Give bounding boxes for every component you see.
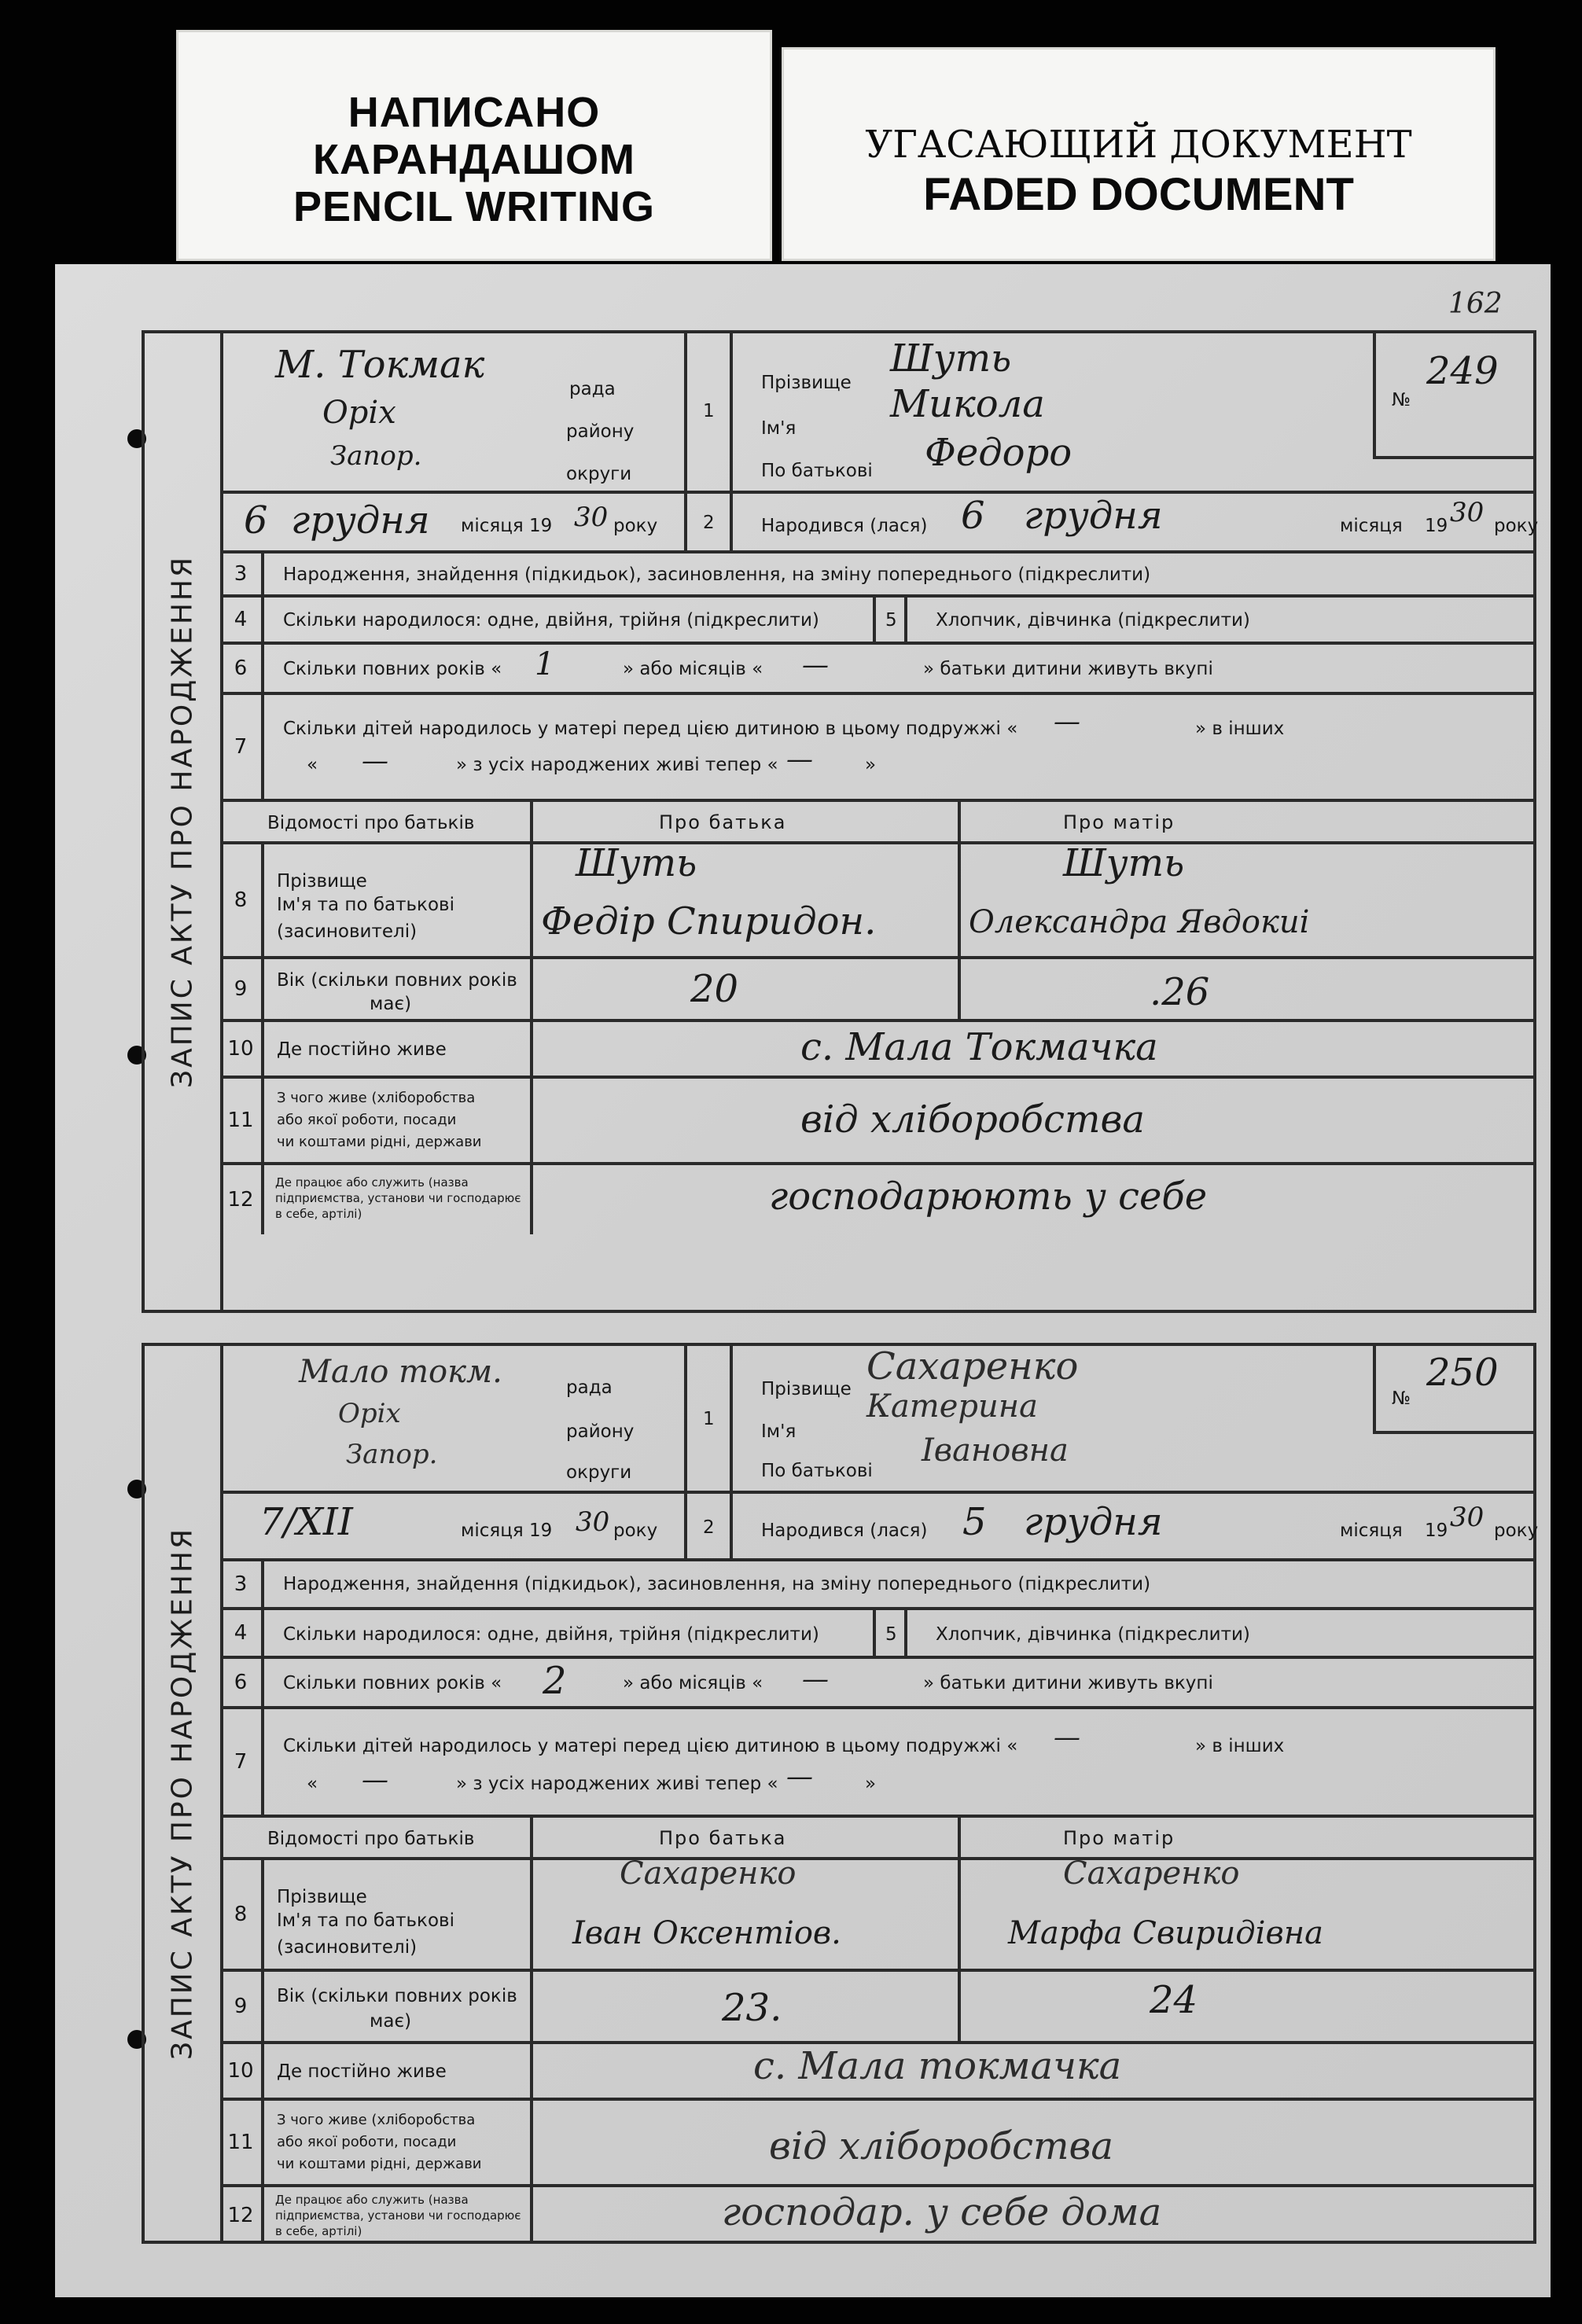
registry-place (220, 333, 684, 491)
handwritten-children-other: — (362, 1764, 388, 1796)
birth-type-text: Народження, знайдення (підкидьок), засиновлення, на зміну попереднього (підкреслити) (283, 1574, 1151, 1594)
date-row (220, 494, 1539, 553)
handwritten-work: господар. у себе дома (722, 2190, 1162, 2234)
handwritten-name: Микола (890, 382, 1045, 426)
handwritten-surname: Шуть (890, 336, 1012, 381)
handwritten-reg-month: грудня (291, 498, 430, 542)
field-number: 7 (220, 695, 264, 799)
year-label: року (1494, 516, 1539, 536)
father-column-head (530, 802, 958, 841)
adopters-label: (засиновителі) (277, 1937, 418, 1958)
field-number: 7 (220, 1709, 264, 1815)
patronymic-label: По батькові (761, 1461, 873, 1481)
handwritten-mother-age: .26 (1150, 970, 1210, 1014)
rada-label: рада (569, 379, 616, 399)
name-patronymic-label: Ім'я та по батькові (277, 1910, 454, 1931)
handwritten-reg-day: 6 (244, 498, 268, 542)
handwritten-years-together: 1 (535, 646, 555, 682)
handwritten-birth-day: 6 (961, 494, 985, 538)
record-number-cell (1373, 333, 1533, 459)
livelihood-cell (530, 2101, 1533, 2184)
registration-date (220, 494, 684, 550)
birth-record-form (142, 1343, 1539, 2244)
mother-column-head (958, 802, 1533, 841)
field-number: 1 (703, 1409, 715, 1429)
form-row-3 (220, 1561, 1533, 1610)
field-number: 5 (885, 1624, 897, 1645)
open-quote: « (307, 755, 318, 775)
century-label: 19 (1425, 516, 1448, 536)
handwritten-okruha: Запор. (330, 440, 422, 472)
handwritten-rada: Мало токм. (299, 1354, 502, 1390)
other-label: » в інших (1195, 719, 1285, 739)
raion-label: району (566, 1421, 635, 1442)
field-number: 2 (703, 1517, 715, 1538)
father-name-cell (530, 841, 958, 956)
handwritten-residence: с. Мала Токмачка (800, 1025, 1158, 1069)
parents-header-row (220, 802, 1533, 844)
form-header-block (220, 1346, 1533, 1494)
surname-label: Прізвище (277, 871, 367, 892)
year-label: року (1494, 1521, 1539, 1541)
form-row-9 (220, 959, 1533, 1022)
field-number: 9 (220, 959, 264, 1019)
form-row-9 (220, 1972, 1533, 2044)
close-quote: » (865, 755, 877, 775)
faded-document-label (782, 47, 1496, 261)
multiplicity-text: Скільки народилося: одне, двійня, трійня (підкреслити) (283, 1624, 819, 1645)
month-label: місяця (1340, 516, 1403, 536)
number-sign: № (1392, 390, 1411, 410)
handwritten-reg-year: 30 (576, 1506, 610, 1538)
form-row-10 (220, 1022, 1533, 1079)
label-line: УГАСАЮЩИЙ ДОКУМЕНТ (865, 123, 1412, 167)
residence-cell (530, 2044, 1533, 2098)
field-number: 12 (220, 1165, 264, 1234)
handwritten-reg-year: 30 (574, 502, 609, 533)
handwritten-father-age: 20 (690, 967, 739, 1011)
label-line: КАРАНДАШОМ (313, 136, 635, 183)
handwritten-mother-name: Марфа Свиридівна (1008, 1915, 1323, 1951)
father-name-cell (530, 1855, 958, 1969)
together-label: » батьки дитини живуть вкупі (923, 1673, 1213, 1693)
field-number: 8 (220, 1860, 264, 1969)
mother-column-head (958, 1818, 1533, 1857)
name-patronymic-label: Ім'я та по батькові (277, 895, 454, 915)
handwritten-children-before: — (1054, 1722, 1080, 1753)
sex-text: Хлопчик, дівчинка (підкреслити) (936, 1624, 1250, 1645)
father-age-cell (530, 1972, 958, 2041)
field-number: 11 (220, 2101, 264, 2184)
year-label: року (613, 1521, 658, 1541)
document-page (55, 264, 1551, 2297)
residence-cell (530, 1022, 1533, 1076)
work-cell (530, 2187, 1533, 2244)
handwritten-birth-year: 30 (1450, 497, 1485, 528)
years-label: Скільки повних років « (283, 659, 502, 679)
form-body (220, 1344, 1539, 2241)
handwritten-years-together: 2 (543, 1659, 567, 1703)
surname-label: Прізвище (761, 1379, 852, 1399)
field-number-cell (873, 598, 907, 642)
field-number: 9 (220, 1972, 264, 2041)
livelihood-label: З чого живе (хліборобства (277, 1090, 476, 1106)
birth-type-text: Народження, знайдення (підкидьок), засиновлення, на зміну попереднього (підкреслити) (283, 564, 1151, 585)
form-row-8 (220, 841, 1533, 959)
mother-age-cell (958, 1972, 1533, 2041)
label-line: PENCIL WRITING (292, 183, 655, 230)
handwritten-record-number: 250 (1426, 1351, 1499, 1395)
mother-name-cell (958, 1855, 1533, 1969)
livelihood-label-3: чи коштами рідні, держави (277, 1134, 482, 1150)
handwritten-father-name: Іван Оксентіов. (572, 1915, 841, 1951)
father-age-cell (530, 959, 958, 1019)
born-label: Народився (лася) (761, 516, 928, 536)
father-heading: Про батька (659, 1827, 787, 1849)
pencil-writing-label (176, 30, 772, 261)
parents-info-heading: Відомості про батьків (267, 813, 475, 833)
form-row-6 (220, 1659, 1533, 1709)
field-number: 3 (220, 553, 264, 594)
age-label-2: має) (370, 2011, 412, 2032)
month-year-label: місяця 19 (461, 516, 553, 536)
mother-heading: Про матір (1063, 811, 1175, 833)
field-number: 5 (885, 610, 897, 631)
field-number-cell (684, 1346, 730, 1491)
patronymic-label: По батькові (761, 461, 873, 481)
field-number: 2 (703, 513, 715, 533)
years-label: Скільки повних років « (283, 1673, 502, 1693)
registry-place (220, 1346, 684, 1491)
handwritten-birth-month: грудня (1024, 494, 1163, 538)
handwritten-name: Катерина (866, 1388, 1038, 1425)
date-row (220, 1494, 1539, 1561)
age-label-2: має) (370, 994, 412, 1014)
form-row-11 (220, 2101, 1533, 2187)
century-label: 19 (1425, 1521, 1448, 1541)
child-name-block (730, 1346, 1373, 1491)
work-cell (530, 1165, 1533, 1234)
handwritten-months-together: — (802, 1664, 829, 1695)
children-before-label: Скільки дітей народилось у матері перед цією дитиною в цьому подружжі « (283, 1736, 1018, 1756)
form-row-7 (220, 695, 1533, 802)
other-label: » в інших (1195, 1736, 1285, 1756)
field-number: 6 (220, 1659, 264, 1706)
form-row-12 (220, 1165, 1533, 1234)
handwritten-raion: Оріх (322, 395, 396, 431)
field-number: 11 (220, 1079, 264, 1162)
form-row-6 (220, 645, 1533, 695)
rada-label: рада (566, 1377, 613, 1398)
registration-date (220, 1494, 684, 1558)
handwritten-mother-age: 24 (1150, 1978, 1198, 2022)
father-heading: Про батька (659, 811, 787, 833)
mother-heading: Про матір (1063, 1827, 1175, 1849)
field-number-cell (873, 1610, 907, 1656)
label-line: FADED DOCUMENT (923, 169, 1354, 220)
handwritten-record-number: 249 (1426, 349, 1499, 393)
months-label: » або місяців « (623, 659, 763, 679)
alive-label: » з усіх народжених живі тепер « (456, 1774, 778, 1794)
form-row-4 (220, 1610, 1533, 1659)
birth-record-form (142, 330, 1539, 1313)
alive-label: » з усіх народжених живі тепер « (456, 755, 778, 775)
field-number: 3 (220, 1561, 264, 1607)
okruha-label: округи (566, 1462, 632, 1483)
field-number: 8 (220, 844, 264, 956)
name-label: Ім'я (761, 418, 797, 439)
birth-date (730, 1494, 1539, 1558)
field-number-cell (684, 333, 730, 491)
sex-text: Хлопчик, дівчинка (підкреслити) (936, 610, 1250, 631)
handwritten-mother-surname: Сахаренко (1063, 1855, 1240, 1892)
parents-header-row (220, 1818, 1533, 1860)
livelihood-label-2: або якої роботи, посади (277, 2134, 457, 2150)
form-header-block (220, 333, 1533, 494)
form-row-10 (220, 2044, 1533, 2101)
handwritten-birth-month: грудня (1024, 1500, 1163, 1544)
page-number: 162 (1448, 288, 1503, 320)
handwritten-father-surname: Шуть (576, 841, 697, 885)
handwritten-livelihood: від хліборобства (769, 2124, 1114, 2168)
okruha-label: округи (566, 464, 632, 484)
field-number-cell (684, 1494, 730, 1558)
field-number-cell (684, 494, 730, 550)
month-label: місяця (1340, 1521, 1403, 1541)
handwritten-residence: с. Мала токмачка (753, 2044, 1122, 2088)
born-label: Народився (лася) (761, 1521, 928, 1541)
spine-title: ЗАПИС АКТУ ПРО НАРОДЖЕННЯ (166, 555, 199, 1088)
handwritten-children-alive: — (786, 744, 813, 775)
work-label: Де працює або служить (назва підприємства, установи чи господарює в себе, артілі) (275, 1175, 521, 1221)
label-line: НАПИСАНО (348, 89, 601, 136)
livelihood-label-2: або якої роботи, посади (277, 1112, 457, 1128)
handwritten-father-name: Федір Спиридон. (541, 899, 877, 943)
form-spine (145, 1346, 223, 2241)
field-number: 10 (220, 1022, 264, 1076)
month-year-label: місяця 19 (461, 1521, 553, 1541)
mother-name-cell (958, 841, 1533, 956)
child-name-block (730, 333, 1373, 491)
adopters-label: (засиновителі) (277, 921, 418, 942)
close-quote: » (865, 1774, 877, 1794)
handwritten-mother-surname: Шуть (1063, 841, 1185, 885)
field-number: 12 (220, 2187, 264, 2244)
residence-label: Де постійно живе (277, 1039, 447, 1060)
age-label: Вік (скільки повних років (277, 970, 517, 991)
open-quote: « (307, 1774, 318, 1794)
handwritten-raion: Оріх (338, 1398, 401, 1429)
handwritten-patronymic: Федоро (925, 431, 1072, 475)
handwritten-patronymic: Івановна (922, 1432, 1069, 1469)
form-row-3 (220, 553, 1533, 598)
spine-title: ЗАПИС АКТУ ПРО НАРОДЖЕННЯ (166, 1527, 199, 2060)
record-number-cell (1373, 1346, 1533, 1434)
handwritten-mother-name: Олександра Явдокиі (969, 904, 1310, 940)
surname-label: Прізвище (277, 1887, 367, 1907)
form-body (220, 333, 1539, 1310)
form-row-7 (220, 1709, 1533, 1818)
handwritten-father-age: 23. (722, 1986, 782, 2030)
form-row-8 (220, 1855, 1533, 1972)
surname-label: Прізвище (761, 373, 852, 393)
field-number: 6 (220, 645, 264, 692)
age-label: Вік (скільки повних років (277, 1986, 517, 2006)
parents-info-heading: Відомості про батьків (267, 1829, 475, 1849)
form-row-12 (220, 2187, 1533, 2244)
children-before-label: Скільки дітей народилось у матері перед цією дитиною в цьому подружжі « (283, 719, 1018, 739)
multiplicity-text: Скільки народилося: одне, двійня, трійня (підкреслити) (283, 610, 819, 631)
handwritten-okruha: Запор. (346, 1439, 438, 1470)
handwritten-work: господарюють у себе (769, 1175, 1208, 1219)
mother-age-cell (958, 959, 1533, 1019)
number-sign: № (1392, 1388, 1411, 1409)
birth-date (730, 494, 1539, 550)
field-number: 10 (220, 2044, 264, 2098)
handwritten-surname: Сахаренко (866, 1344, 1079, 1388)
handwritten-livelihood: від хліборобства (800, 1098, 1146, 1142)
handwritten-rada: М. Токмак (275, 343, 485, 387)
field-number: 4 (220, 1610, 264, 1656)
field-number: 1 (703, 401, 715, 421)
residence-label: Де постійно живе (277, 2061, 447, 2082)
form-row-4 (220, 598, 1533, 645)
form-spine (145, 333, 223, 1310)
months-label: » або місяців « (623, 1673, 763, 1693)
field-number: 4 (220, 598, 264, 642)
handwritten-birth-day: 5 (962, 1500, 987, 1544)
handwritten-birth-year: 30 (1450, 1502, 1485, 1533)
handwritten-children-before: — (1054, 706, 1080, 737)
handwritten-children-other: — (362, 745, 388, 777)
handwritten-father-surname: Сахаренко (620, 1855, 797, 1892)
handwritten-reg-date: 7/XII (259, 1500, 353, 1544)
form-row-11 (220, 1079, 1533, 1165)
handwritten-months-together: — (802, 649, 829, 681)
together-label: » батьки дитини живуть вкупі (923, 659, 1213, 679)
raion-label: району (566, 421, 635, 442)
livelihood-label-3: чи коштами рідні, держави (277, 2156, 482, 2172)
father-column-head (530, 1818, 958, 1857)
name-label: Ім'я (761, 1421, 797, 1442)
year-label: року (613, 516, 658, 536)
livelihood-label: З чого живе (хліборобства (277, 2112, 476, 2128)
handwritten-children-alive: — (786, 1761, 813, 1793)
livelihood-cell (530, 1079, 1533, 1162)
work-label: Де працює або служить (назва підприємства, установи чи господарює в себе, артілі) (275, 2193, 521, 2238)
